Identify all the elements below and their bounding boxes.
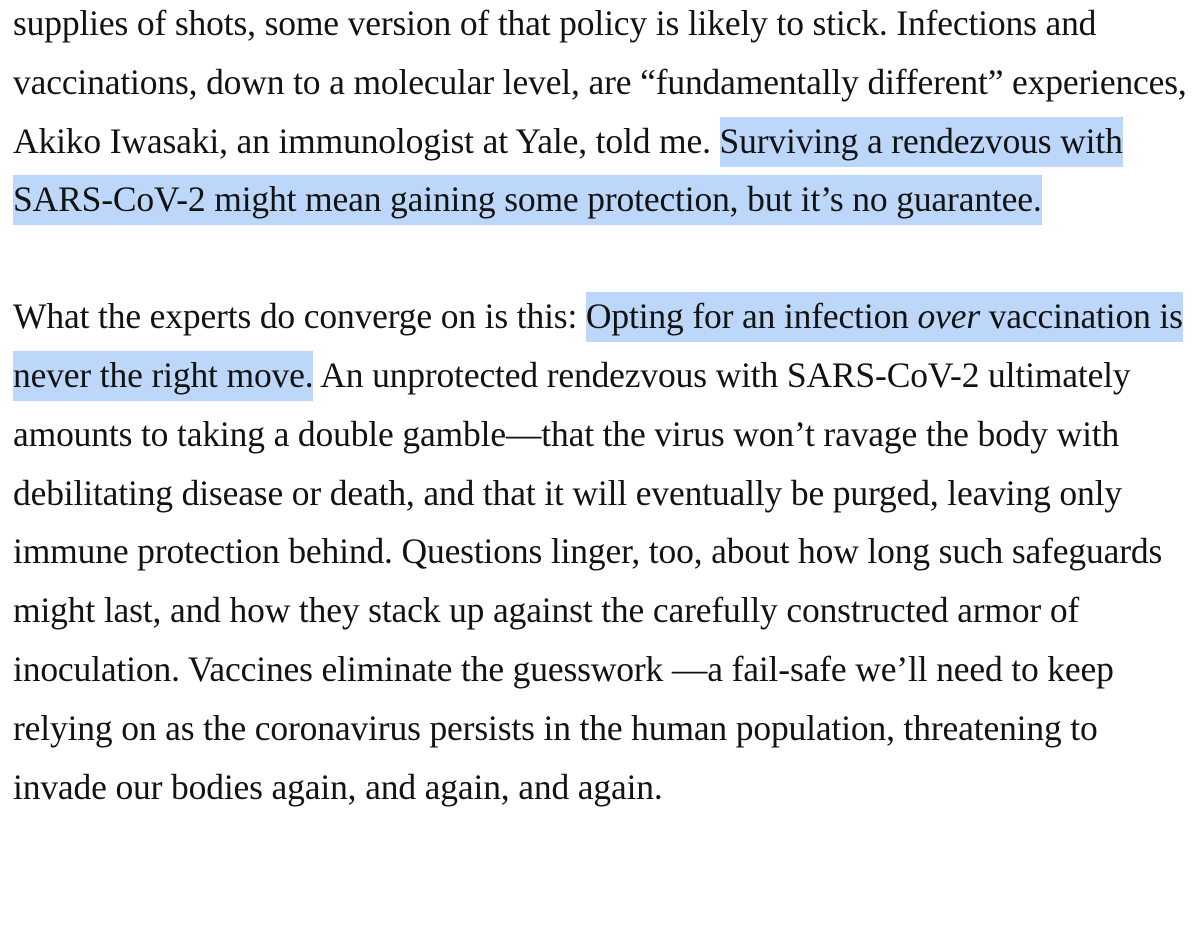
paragraph-1-text: supplies of shots, some version of that policy is likely to stick. Infections and vaccinations, down to a molecular level, are “fundamentally different” experiences, Akiko Iwasaki, an immunologist at Yale, told me. (13, 3, 1187, 161)
paragraph-2-intro: What the experts do converge on is this: (13, 296, 586, 337)
emphasis-over: over (917, 296, 980, 337)
highlighted-text-2-part-b: vaccination is never the right move. (13, 296, 1183, 395)
paragraph-2-text: An unprotected rendezvous with SARS-CoV-2 ultimately amounts to taking a double gamble—that the virus won’t ravage the body with debilitating disease or death, and that it will eventually be purged, leaving only immune protection behind. Questions linger, too, about how long such safeguards might last, and how they stack up against the carefully constructed armor of inoculation. Vaccines eliminate the guesswork —a fail-safe we’ll need to keep relying on as the coronavirus persists in the human population, threatening to invade our bodies again, and again, and again. (13, 354, 1163, 807)
highlighted-text-1[interactable]: Surviving a rendezvous with SARS-CoV-2 might mean gaining some protection, but it’s no guarantee. (13, 117, 1123, 226)
paragraph-1 (13, 0, 1194, 229)
paragraph-gap (13, 229, 1194, 287)
highlighted-text-2-part-a: Opting for an infection (585, 296, 918, 337)
article-body (13, 0, 1194, 816)
paragraph-2 (13, 287, 1194, 816)
